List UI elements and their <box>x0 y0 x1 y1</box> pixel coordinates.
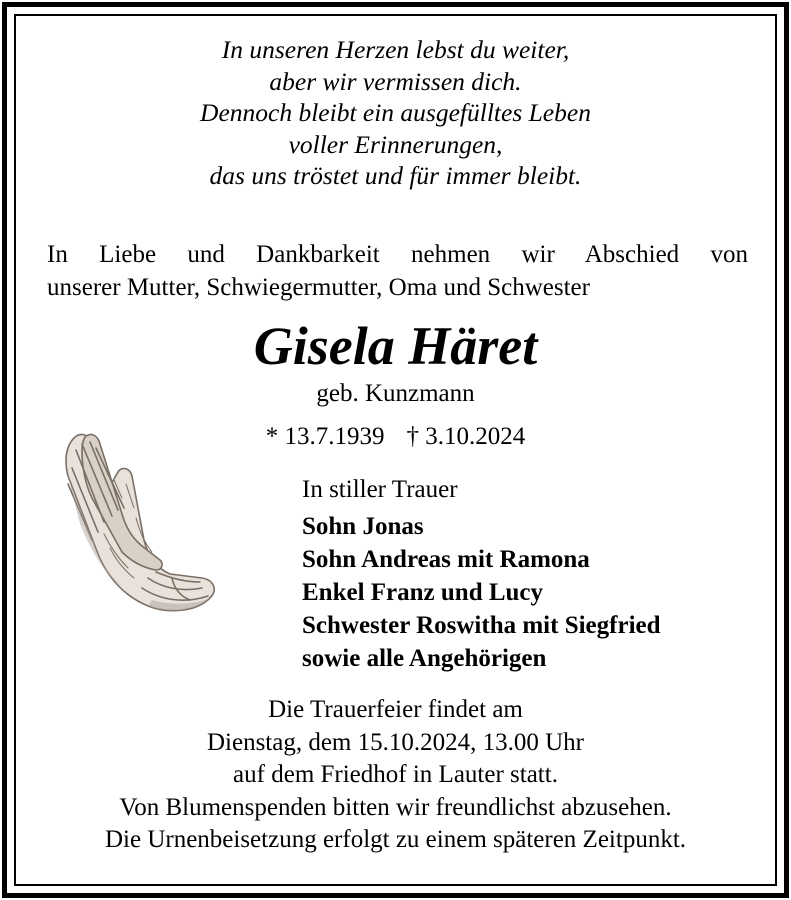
praying-hands-icon <box>52 428 224 620</box>
farewell-intro <box>47 238 748 304</box>
poem-line: das uns tröstet und für immer bleibt. <box>209 161 582 190</box>
mourners-list <box>302 510 661 675</box>
mourner: Sohn Jonas <box>302 513 424 540</box>
intro-line-1: In Liebe und Dankbarkeit nehmen wir Abschied von <box>47 241 748 268</box>
service-line: auf dem Friedhof in Lauter statt. <box>233 761 558 788</box>
mourner: Sohn Andreas mit Ramona <box>302 546 590 573</box>
mourner: Schwester Roswitha mit Siegfried <box>302 612 661 639</box>
mourner: sowie alle Angehörigen <box>302 645 547 672</box>
intro-line-2: unserer Mutter, Schwiegermutter, Oma und Schwester <box>47 274 590 301</box>
service-line: Die Urnenbeisetzung erfolgt zu einem späteren Zeitpunkt. <box>104 826 687 853</box>
mourning-label: In stiller Trauer <box>302 476 458 503</box>
poem-line: Dennoch bleibt ein ausgefülltes Leben <box>200 98 591 127</box>
poem-line: In unseren Herzen lebst du weiter, <box>221 35 570 64</box>
poem <box>40 34 751 192</box>
service-line: Von Blumenspenden bitten wir freundlichst abzusehen. <box>119 793 672 821</box>
mourner: Enkel Franz und Lucy <box>302 579 544 606</box>
poem-line: aber wir vermissen dich. <box>269 66 522 96</box>
poem-line: voller Erinnerungen, <box>288 129 503 159</box>
death-date: † 3.10.2024 <box>406 423 526 450</box>
service-info <box>30 694 761 857</box>
birth-date: * 13.7.1939 <box>265 423 385 450</box>
maiden-name: geb. Kunzmann <box>316 380 475 407</box>
service-line: Die Trauerfeier findet am <box>268 696 523 723</box>
deceased-name: Gisela Häret <box>253 316 538 376</box>
service-line: Dienstag, dem 15.10.2024, 13.00 Uhr <box>206 728 585 756</box>
